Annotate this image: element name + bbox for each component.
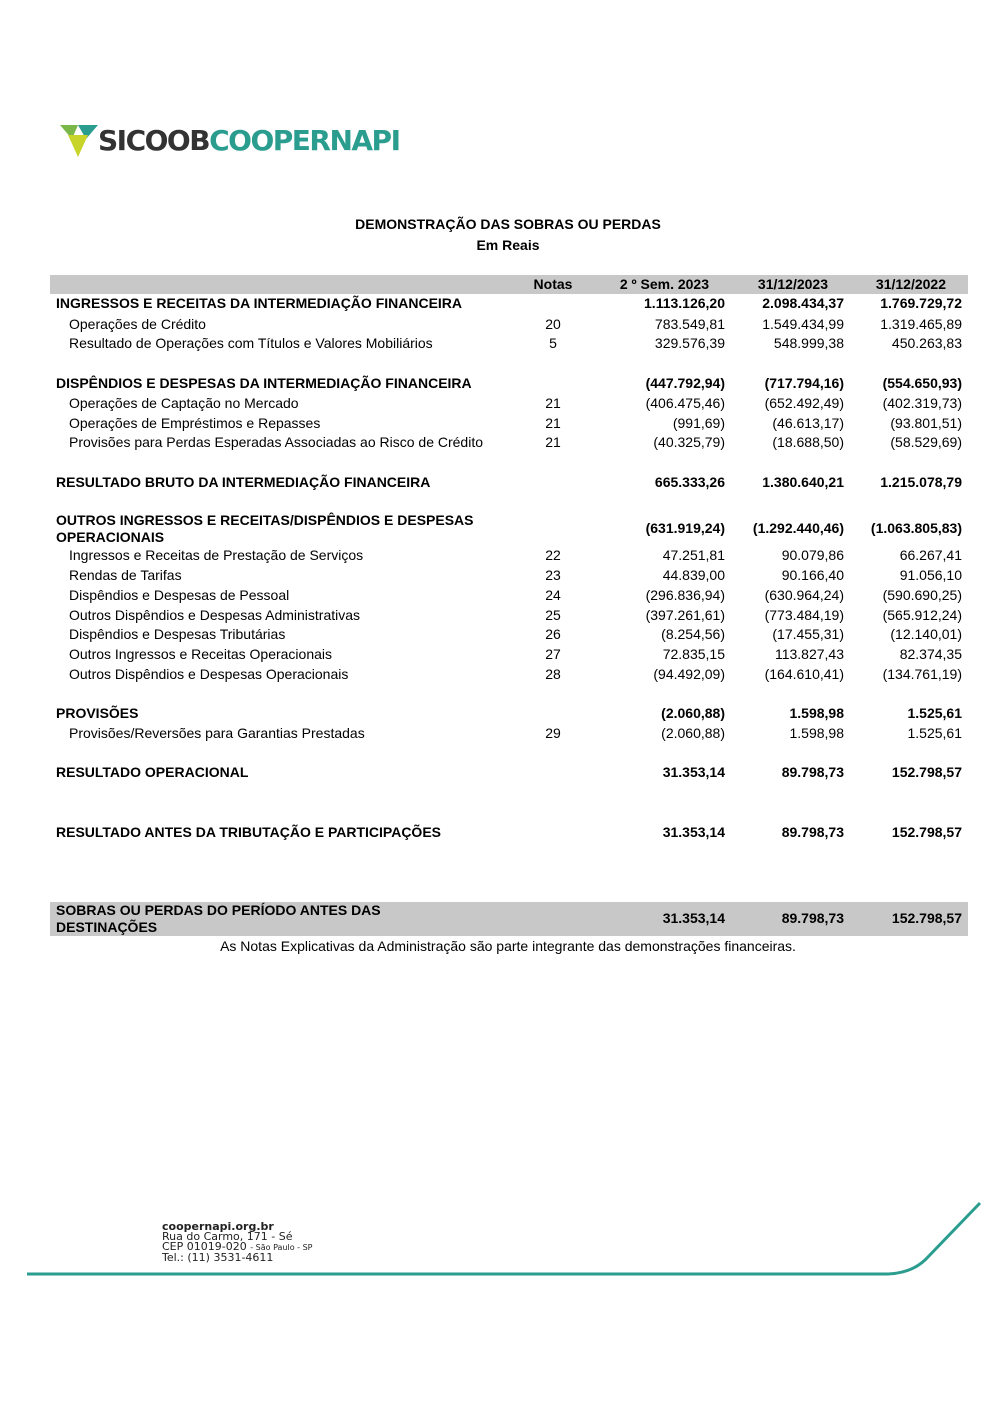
table-row [0,607,1000,627]
row-c1: (2.060,88) [661,705,725,721]
row-notes: 21 [545,434,561,450]
row-c3: (565.912,24) [882,607,962,623]
row-c3: (1.063.805,83) [870,520,962,536]
table-row [0,646,1000,666]
logo-text-coopernapi: COOPERNAPI [209,123,400,157]
row-c1: 783.549,81 [654,316,725,332]
table-row [0,316,1000,336]
row-c2: (18.688,50) [772,434,844,450]
row-c2: (1.292.440,46) [752,520,844,536]
row-c3: (134.761,19) [882,666,962,682]
row-notes: 28 [545,666,561,682]
row-c2: 89.798,73 [781,764,844,780]
table-header [0,276,1000,296]
row-label: INGRESSOS E RECEITAS DA INTERMEDIAÇÃO FINANCEIRA [56,295,463,311]
row-c3: 152.798,57 [891,910,962,926]
row-c1: 31.353,14 [662,764,725,780]
sicoob-coopernapi-logo [60,122,400,158]
footer-street: Rua do Carmo, 171 - Sé [162,1230,293,1243]
row-label: Operações de Empréstimos e Repasses [69,415,321,431]
row-c1: (296.836,94) [645,587,725,603]
row-c1: 31.353,14 [662,824,725,840]
row-label: Outros Dispêndios e Despesas Administrativas [69,607,361,623]
row-notes: 21 [545,395,561,411]
table-row [0,415,1000,435]
row-c2: 89.798,73 [781,824,844,840]
row-label: Resultado de Operações com Títulos e Valores Mobiliários [69,335,433,351]
footer-city: - São Paulo - SP [250,1243,313,1252]
row-c2: 1.549.434,99 [762,316,844,332]
row-label: Operações de Crédito [69,316,206,332]
row-c2: 1.598,98 [789,705,844,721]
row-notes: 22 [545,547,561,563]
row-c2: (717.794,16) [764,375,844,391]
row-c1: (991,69) [672,415,725,431]
row-c2: (17.455,31) [772,626,844,642]
row-c2: 90.079,86 [781,547,844,563]
table-row [0,705,1000,725]
row-notes: 25 [545,607,561,623]
row-label: Dispêndios e Despesas Tributárias [69,626,286,642]
row-c2: 1.598,98 [789,725,844,741]
row-c3: 1.319.465,89 [880,316,962,332]
row-c1: (631.919,24) [645,520,725,536]
row-label: Operações de Captação no Mercado [69,395,299,411]
row-c2: (652.492,49) [764,395,844,411]
row-c2: 548.999,38 [773,335,844,351]
row-c3: 152.798,57 [891,764,962,780]
row-c3: 152.798,57 [891,824,962,840]
row-c2: 113.827,43 [774,646,844,662]
row-c1: (40.325,79) [653,434,725,450]
row-c1: 47.251,81 [662,547,725,563]
row-c2: (630.964,24) [764,587,844,603]
row-c1: 329.576,39 [654,335,725,351]
row-notes: 26 [545,626,561,642]
table-row [0,295,1000,315]
row-notes: 27 [545,646,561,662]
row-c3: 450.263,83 [891,335,962,351]
table-row [0,547,1000,567]
row-c3: (402.319,73) [882,395,962,411]
row-c1: (397.261,61) [645,607,725,623]
row-c2: 2.098.434,37 [762,295,844,311]
row-c3: 1.525,61 [907,725,962,741]
header-c2: 31/12/2023 [757,276,828,292]
footer-site: coopernapi.org.br [162,1220,274,1233]
table-row [0,395,1000,415]
row-label: Outros Ingressos e Receitas Operacionais [69,646,333,662]
row-c3: 1.769.729,72 [880,295,962,311]
table-row [0,902,1000,935]
table-row [0,512,1000,545]
row-notes: 5 [549,335,557,351]
table-row [0,375,1000,395]
row-notes: 20 [545,316,561,332]
footer-cep: CEP 01019-020 [162,1240,247,1253]
row-label: RESULTADO ANTES DA TRIBUTAÇÃO E PARTICIPAÇÕES [56,824,441,840]
table-row [0,474,1000,494]
row-label: SOBRAS OU PERDAS DO PERÍODO ANTES DAS [56,902,381,918]
logo-text-sicoob: SICOOB [98,123,210,157]
footer-phone: Tel.: (11) 3531-4611 [162,1251,274,1264]
row-label: RESULTADO OPERACIONAL [56,764,249,780]
table-row [0,666,1000,686]
row-c3: (93.801,51) [890,415,962,431]
document-title: DEMONSTRAÇÃO DAS SOBRAS OU PERDAS [355,216,661,232]
row-c3: 1.215.078,79 [880,474,962,490]
row-c2: 90.166,40 [781,567,844,583]
footer-line [0,1195,1000,1285]
row-c3: (58.529,69) [890,434,962,450]
table-row [0,725,1000,745]
logo-icon [60,123,98,157]
row-label: Dispêndios e Despesas de Pessoal [69,587,290,603]
row-label: PROVISÕES [56,705,139,721]
row-c1: (94.492,09) [653,666,725,682]
row-notes: 21 [545,415,561,431]
row-c3: (554.650,93) [882,375,962,391]
row-notes: 29 [545,725,561,741]
row-c2: 89.798,73 [781,910,844,926]
table-row [0,764,1000,784]
row-c3: 82.374,35 [899,646,962,662]
header-c1: 2 º Sem. 2023 [619,276,709,292]
row-label: Ingressos e Receitas de Prestação de Serviços [69,547,364,563]
row-label-continued: DESTINAÇÕES [56,919,158,935]
row-label: Outros Dispêndios e Despesas Operacionais [69,666,349,682]
row-label: RESULTADO BRUTO DA INTERMEDIAÇÃO FINANCEIRA [56,474,431,490]
row-c2: (46.613,17) [772,415,844,431]
row-label-continued: OPERACIONAIS [56,529,165,545]
row-c1: (406.475,46) [645,395,725,411]
row-label: Provisões para Perdas Esperadas Associadas ao Risco de Crédito [69,434,483,450]
row-notes: 24 [545,587,561,603]
row-c3: (590.690,25) [882,587,962,603]
row-c1: (8.254,56) [661,626,725,642]
table-row [0,567,1000,587]
row-c1: (447.792,94) [645,375,725,391]
document-subtitle: Em Reais [476,237,540,253]
header-c3: 31/12/2022 [875,276,946,292]
row-c1: 665.333,26 [654,474,725,490]
row-label: DISPÊNDIOS E DESPESAS DA INTERMEDIAÇÃO FINANCEIRA [56,375,472,391]
row-c3: 1.525,61 [907,705,962,721]
table-row [0,587,1000,607]
row-c3: 66.267,41 [899,547,962,563]
row-c2: 1.380.640,21 [762,474,844,490]
row-c2: (773.484,19) [764,607,844,623]
row-notes: 23 [545,567,561,583]
footnote: As Notas Explicativas da Administração são parte integrante das demonstrações financeiras. [220,938,796,954]
table-row [0,335,1000,355]
row-c1: (2.060,88) [661,725,725,741]
row-label: Rendas de Tarifas [69,567,182,583]
row-c3: 91.056,10 [899,567,962,583]
header-notes: Notas [533,276,573,292]
row-c1: 72.835,15 [662,646,725,662]
table-row [0,434,1000,454]
table-row [0,626,1000,646]
row-c3: (12.140,01) [890,626,962,642]
table-row [0,824,1000,844]
row-label: Provisões/Reversões para Garantias Prestadas [69,725,365,741]
row-c2: (164.610,41) [764,666,844,682]
row-c1: 1.113.126,20 [644,295,725,311]
row-label: OUTROS INGRESSOS E RECEITAS/DISPÊNDIOS E DESPESAS [56,512,474,528]
row-c1: 31.353,14 [662,910,725,926]
row-c1: 44.839,00 [662,567,725,583]
